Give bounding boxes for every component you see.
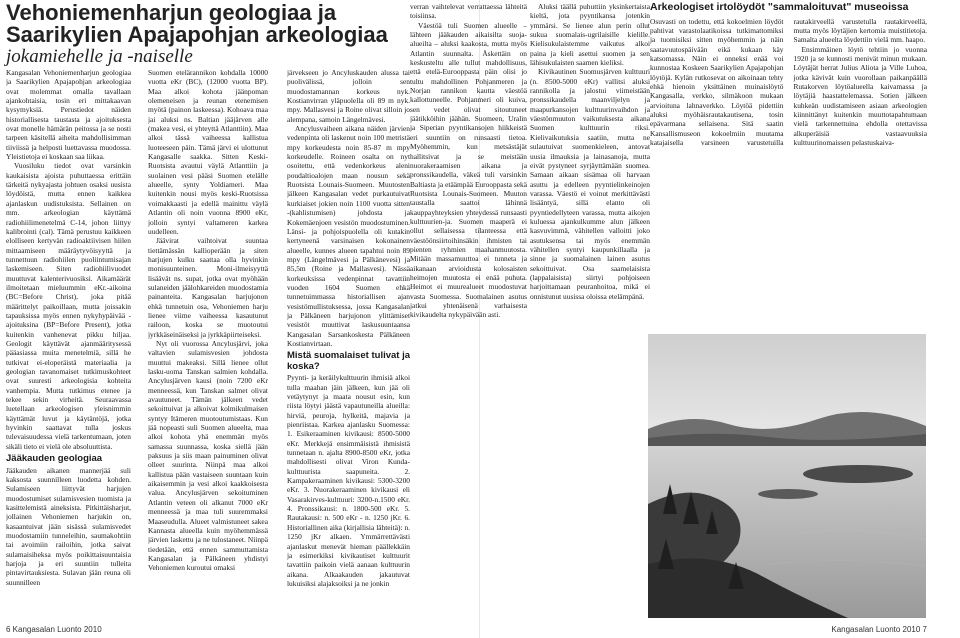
text-column-2 bbox=[148, 68, 268, 616]
text-column-1 bbox=[6, 68, 131, 616]
intro-paragraph: Kangasalan Vehoniemenharjun geologiaa ja Saarikylien Apajapohjan arkeologiaa ovat molemmat omalla tavallaan ajankohtaisia, tosin eri mittakaavan kysymyksiä. Perustiedot näiden historiallisesta taustasta ja ajoituksesta ovat monelle hämärän peitossa ja se nosti tarpeen käsitellä aiheita mahdollisimman tiiviissä ja helposti luettavassa muodossa. Yleistietoja ei koskaan saa liikaa. bbox=[6, 68, 131, 162]
body-paragraph: Vuosiluku tiedot ovat varsinkin kaukaisista ajoista puhuttaessa erittäin tärkeitä nykyajasta johtuen osaksi uusista löydöistä, mutta ennen kaikkea ajanlaskun uudistuksista. Sellainen on mm. arkeologian käyttämä radiohiilimenetelmä C-14, johon liittyy kalibrointi (cal). Tämä perustuu kaikkeen elolliseen kertyvän radioaktiivisen hiilen mittaamiseen määräytyvöisyyttä ja tunnettuun radiohiilen puoliintumisajan laskemiseen. Siten radiohiilivuodet muuttuvat kalenterivuosiksi. Aikamäärät ilmoitetaan mieluummin eKr.-aikoina (BC=Before Christ), joka pitää määrittelyt paikoillaan, mutta joissakin tapauksissa myös ennen nykyhypäivää -ajoituksina (BP=Before Present), jotka kuitenkin vanhenevat pikku hiljaa. Geologit käyttävät ajanmääritysessä pääasiassa muita menetelmiä, sillä he tutkivat ei-eloperäistä materiaalia ja geologian tavanomaiset tutkimuskohteet ovat suuresti arkeologisia kohteita vanhempia. Mutta tutkimus etenee ja tekee sekin virheitä. Seuraavassa luetellaan arkeologisen yleisnimmin käyttämät luvut ja käytäntöjä, jotka hyvinkin saattavat tulla joskus tulevaisuudessa vielä tarkentumaan, joten sikäli tieto ei vielä ole absoluuttista. bbox=[6, 161, 131, 451]
body-paragraph: Jääkauden aikanen mannerjää suli kaksosta suunnilleen luodetta kohden. Sulamiseen liittyvät harjujen muodostumiset sulamisvesien tuomista ja kasittelemistä aineksista. Pitkittäisharjut, jollainen Vehoniemen harjukin on, kasaantuivat jään sisässä sulamisvedet muodostamiin tunneleihin, saumakohtiin tai avoimiin railoihin, jotka saivat sulamaisiheksa myös poikittaisuuntaisia harjoja ja eri suuntiin tulleita pintavirtauksiesta. Sulavan jään reuna oli suunnilleen bbox=[6, 465, 131, 587]
article-subtitle: jokamiehelle ja -naiselle bbox=[6, 46, 193, 67]
text-column-5 bbox=[530, 2, 650, 616]
sidebar-heading: Arkeologiset irtolöydöt "sammaloituvat" museoissa bbox=[650, 2, 909, 13]
body-paragraph: Väestöä tuli Suomen alueelle – lähteen jääkauden aikaisilta suoja-alueilta – aluksi kaakosta, mutta myös Atlantin suunnalta. Äskettäin on keskusteltu alle tullut mahdollisuus, että etelä-Eurooppasta päin olisi jo tultu mahdollinen Pohjanmeren ja Norjan rannikon kautta väestöä kallottuneelle. Pohjanmeri oli kuiva, sen vedet olivat sitoutuneet jäätikköihin jäähän. Suomeen, Uralin ja Siperian pyyntikansojen hiikkeistä eri suuntiin on runsaasti tietoa. Myöhemmin, kun metsästäjät hallitsivat ja se meistään nuorakeraamisen aikana ja pronssikaudella, väkeä tuli varsinkin Baltiasta ja etäämpää Eurooppasta sekä Ruotsista Lounais-Suomeen. Muuton taustalla saattoi lähinnä kauppayhteyksien yhteydessä runsaasti kulttuurien-ja. Suomen maaperä ei ollut sellaisessa tilanteessa että väestöönsiirtoihinsäkin ihmisten tai pienten ryhmien maahanmuutosta. Mitään massamuuttoa ei tunneta ja aikanaan arvioidusta kolosaisten heimojen muutosta ei enää puhuta. Heimot ei muurealueet muodostuvat vasta Suomessa. Suomalainen asutus jatkui yhtenäisenä varhaisesta kivikaudelta nykypäivään asti. bbox=[410, 20, 527, 320]
body-paragraph: Pyynti- ja keräilykulttuurin ihmisiä alkoi tulla maahan jäin jälkeen, kun jää oli vetäytynyt ja maata nousut esin, kun riista löytyi jäästä vapautuneilla alueilla: hirviä, peuroja, hylkeitä, majavia ja pienriistaa. Karkea ajanlasku Suomessa: 1. Esikeraaminen kivikausi: 8500-5000 eKr. Merkkejä ensimmäisistä ihmisistä tunnetaan n. ajalta 8900-8500 eKr, jotka mahdollisesti olivat Viron Kunda-kulttuurista saapuneita. 2. Kampakeraaminen kivikausi: 5300-3200 eKr. 3. Nuorakeraaminen kivikausi eli Vasarakirves-kulttuuri: 3200-n.1500 eKr. 4. Pronssikausi: n. 1800-500 eKr. 5. Rautakausi: n. 500 eKr - n. 1250 jKr. 6. Historiallinen aika (kirjallisia lähteitä): n. 1250 jKr alkaen. Ymmärrettävästi ajanlaskut menevät hieman päällekkäin ja esimerkiksi kivikautiset kulttuurit tavattiin paikoin vielä aanaan kulttuurin aikana. Alkaakauden jakautuvat lukuisiksi alajaksoiksi ja ne jonkin bbox=[287, 373, 410, 588]
body-paragraph: Ensimmäinen löytö tehtiin jo vuonna 1920 ja se kunnosti menivät minun mukaan. Löytäjät herrat Julius Aliota ja Ville Luhoa, jotka kävivät kuin vuorollaan paikanpäällä Rutakorven löytöalueella kaivamassa ja löytäjiä haastattelemassa. Sotien jälkeen kuhkeän uudistamiseen asiaan arkeologien kiinnittänyt kuitenkin muuttotapahtumaan vielä tarkennettuina ehdolla otettavissa alkuperäisiä vastaavuuksia kulttuurinomaissen pelastuskaiva- bbox=[793, 44, 927, 147]
body-paragraph: Kivikautinen Suomusjärven kulttuuri (n. 8500-5000 eKr) vallitsi aluksi rannikolla ja jalostui viimeistään pronssikaudella maanviljelyn ja maapurkansojen kulttuurinvaihdon ja väestönmuuton vaikutuksesta aikana Suomen kulttuurin riksi. Kielivaikutuksia saatiin, mutta ne sulautuivat suomenkieleen, antovat uusia ilmauksia ja lainasanoja, mutta eivät pystyneet syrjäyttämään suomea. Samaan aikaan sisämaa oli harvaan asuttu ja edelleen pyyntielinkeinojen varassa. Väestö ei voinut merkittävästi lisääntyä, sillä elanto oli pyyntiedellyteen varassa, mutta aikojen kuluessa ajankulkumme alun jälkeen kasvuvimmä, vähitellen valloitti joko asutuksensa tai myös enemmän vähitellen syntyi kaupunkillaalla ja sinne ja suomalainen lainen asutus sekoittuivat. Osa saamelaisista (lappalaisista) siirtyi pohjoiseen harjoittamaan peuranhoitoa, mikä ei onnistunut uusissa oloissa etelämpänä. bbox=[530, 67, 650, 301]
section-heading: Jääkauden geologiaa bbox=[6, 453, 103, 465]
lake-landscape-photo bbox=[648, 334, 926, 618]
body-paragraph: Osuvasti on todettu, että kokoelmien löydöt pahtivat varastolaatikoissa tutkimattomiksi ja tuomisiksi sitten myöhemmin ja näin saatavuutospäivään eikä kukaan käy katsomassa. Näin ei onneksi enää voi kunnostaa Koskeen Saarikylien Apajapohjan löytöjä. Kylän rutkosevat on aikoinaan tehty ehkä hienoin yksittäinen muinaislöytö Kangasalla, verkko, silmäkoon mukaan arvioituna lahnaverkko. Löytöä pidettiin aluksi myöhäisrautakautisena, tosin epävarmana sellaisena. Sitä saatin Kansallismuseon kokoelmiin muutama katajaisella varsineen varustetuilla rautakirveellä varustetulla rautakirveellä, mutta myös löytäjien kertomia muistitietoja. Samalta alueelta löydettiin vielä mm. haapo. bbox=[650, 16, 927, 147]
body-paragraph: Suomen etelärannikon kohdalla 10000 vuotta eKr (BC), (12000 vuotta BP). Maa alkoi kohota jäänpoman olemeneisen ja reunan etenemisen myötä (painon laskeessa). Kohoava maa jai aluksi ns. Baltian jääjärven alle (makea vesi, ei yhteyttä Atlanttiin). Maa alkoi tässä vaiheessa kallistua luoteeseen päin. Tämä järvi ei ulottunut Kangasalle saakka. Sitten Keski-Ruotsista avautui väylä Atlanttiin ja suolainen vesi pääsi Suomen etelälle alueelle, synty Yoldiameri. Maa kuitenkin nousi myös keski-Ruotsissa voimakkaasti ja edellä mainittu väylä Atlantin oli noin vuonna 8900 eKr, jolloin syntyi valtameren karkea uudelleen. bbox=[148, 68, 268, 236]
title-line-1: Vehoniemenharjun geologiaa ja bbox=[6, 0, 337, 25]
body-paragraph: Nyt oli vuorossa Ancylusjärvi, joka valtavien sulamisvesien johdosta muuttui makeaksi. Sillä lienee ollut lasku-uoma Tanskan salmien kohdalla. Ancylusjärven kausi (noin 7200 eKr menneessä, kun Tanskan salmet olivat avautuneet. Tämän jälkeen vedet sekoittuivat ja alkoivat kolmikulmaisen syntyy Itämeren muotoutumistaas. Kun jää nopeasti suli Suomen alueelta, maa alkoi kohota yhä enemmän myös samassa suunnassa, koska siellä jään paksuus ja siis maan painuminen olivat olleet suurinta. Niinpä maa alkoi kallistua pään vastaiseen suuntaan kuin aikaisemmin ja vesi alkoi kaakkoisesta valua. Ancylusjärven sekoituminen Atlantin veteen oli alkanut 7000 eKr menneessä ja maa tuli suuremmaksi Maaseudulla. Alueet valmistuneet sakea Kannasta alueella kuin myöhemmässä järvien laskettu ja ne tulostaneet. Niinpä tiedetään, että ennen sammuttamista Kangasalan ja Pälkäneen yhdistyi Vehoniemen kuroutui omaksi bbox=[148, 338, 268, 573]
body-paragraph: verran vaihtelevat verrattaessa lähteitä toisiinsa. bbox=[410, 2, 527, 21]
article-title bbox=[6, 2, 426, 46]
text-column-4 bbox=[410, 2, 527, 616]
page-footer-right: Kangasalan Luonto 2010 7 bbox=[831, 625, 927, 634]
landscape-illustration bbox=[648, 334, 926, 618]
body-paragraph: Jäävirat vaihtoivat suuntaa tiettämässän kallioperään ja siten harjujen kulku saattaa olla hyvinkin monisuunteinen. Moni-ilmeisyyttä lisäävät ns. supat, jotka ovat myöhään sulaneiden jäälohkareiden muodostamia painanteita. Kangasalan harjujonon ehkä tunnetuin osa, Vehoniemen harju lienee viime vaiheessa kasautunut railoon, koska se muotoutui jyrkkäseinäiseksi ja jyrkkäpiirteiseksi. bbox=[148, 236, 268, 339]
body-paragraph: järvekseen jo Ancyluskauden alussa tai puolivälissä, jolloin sen muodostamannan korkeus nyk. Kostianvirran yläpuolella oli 89 m nyk. mpy. Mallasvesi ja Roine olivat silloin jo alempana, samoin Längelmävesi. bbox=[287, 68, 410, 124]
section-heading: Mistä suomalaiset tulivat ja koska? bbox=[287, 350, 410, 372]
sidebar-article bbox=[650, 2, 927, 327]
body-paragraph: Aluksi täällä puhuttiin yksinkertaista kieltä, jota pyyntikansa jotenkin ymmärsi. Se lienee alun perin ollut sukua suomalais-ugrilaisille kielille. Kielisukulaistemme vaikutus alkoi paina ja kieli asettui suomen ja sen lähisukulaisten saamen kieliksi. bbox=[530, 2, 650, 68]
title-line-2: Saarikylien Apajapohjan arkeologiaa bbox=[6, 22, 388, 47]
body-paragraph: Ancylusvaiheen aikana näiden järvien vedenpinta oli laskenut noin 100 metristä mpy korkeudesta noin 85-87 m mpy korkeudelle. Roineen osalta on nyt osoitettu, että vedenkorkeus aleni poudaltioalojen maan nousun sekä Ruotsista Lounais-Suomeen. Muutosten jälkeen Kangasalan vedet purkautuivat kurkiaiset jokien noin 1100 vuotta sitten -(kahlistumisen) johdosta ja Kokemäenjoen vesistön muodostuminen. Länsi- ja pohjoispuolella oli kutakin kertyneenä varsinaisen kokonainen alueelle, kunnes alueen tapahtui noin 89 mpy (Längelmävesi ja Pälkänevesi) ja 85,5m (Roine ja Mallasvesi). Nässä korkeuksissa vedenpinnat tavattiin vuoden 1604 Suomen ehkä tunnetuimmassa historiallisen ajan vesistömullistuksessa, jossa Kangasalan ja Pälkäneen harjujonon ylittämiset vesistöt muuttivat laskusuuntaansa Kangasalan Sarsankoskesta Pälkäneen Kostianvirtaan. bbox=[287, 124, 410, 348]
text-column-3 bbox=[287, 68, 410, 616]
page-footer-left: 6 Kangasalan Luonto 2010 bbox=[6, 625, 102, 634]
